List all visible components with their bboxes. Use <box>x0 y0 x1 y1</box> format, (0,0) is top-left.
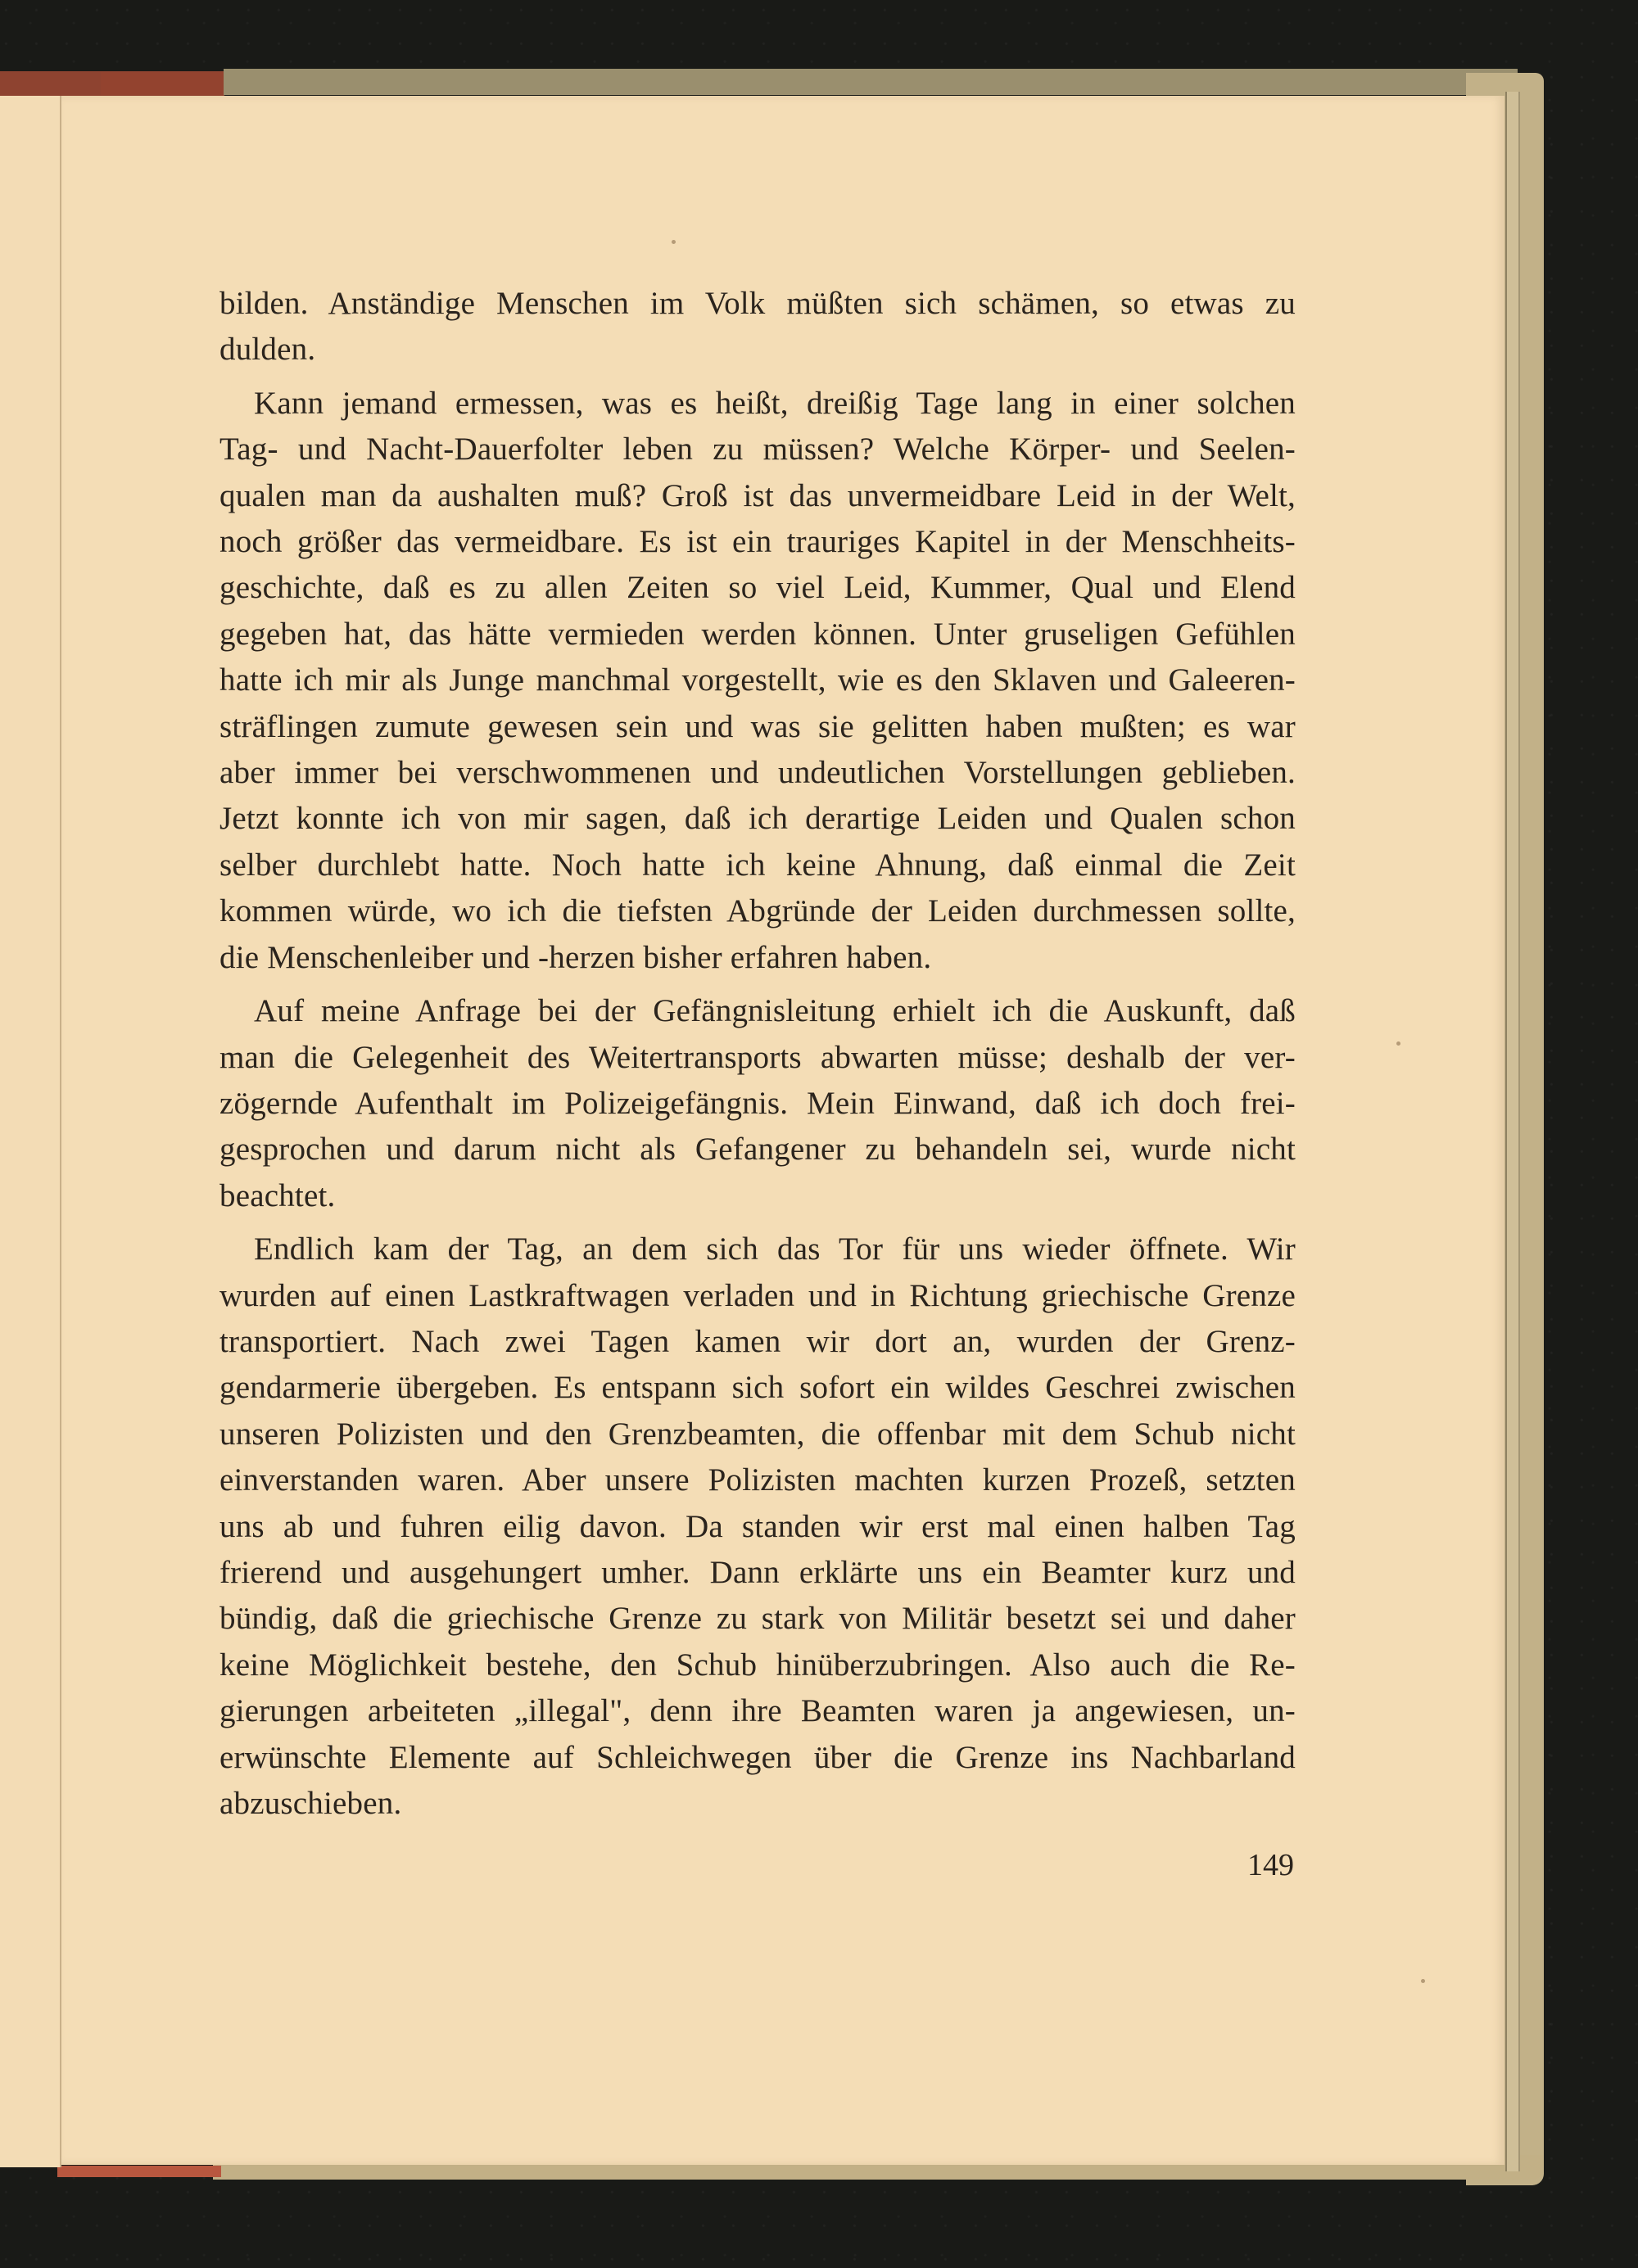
paragraph <box>219 281 1296 373</box>
paragraph <box>219 1227 1296 1827</box>
text-line: geschichte, daß es zu allen Zeiten so viel Leid, Kummer, Qual und Elend <box>219 570 1296 606</box>
text-line: einverstanden waren. Aber unsere Polizisten machten kurzen Prozeß, setzten <box>219 1462 1296 1498</box>
text-line: gendarmerie übergeben. Es entspann sich sofort ein wildes Geschrei zwischen <box>219 1370 1296 1406</box>
text-line: Kann jemand ermessen, was es heißt, dreißig Tage lang in einer solchen <box>254 385 1296 421</box>
cover-board-top-edge <box>224 69 1518 95</box>
binding-cloth-bottom <box>57 2166 221 2177</box>
paper-speck <box>672 240 676 244</box>
text-line: erwünschte Elemente auf Schleichwegen über die Grenze ins Nachbarland <box>219 1739 1296 1775</box>
text-line: kommen würde, wo ich die tiefsten Abgründe der Leiden durchmessen sollte, <box>219 893 1296 929</box>
text-line: noch größer das vermeidbare. Es ist ein trauriges Kapitel in der Menschheits- <box>219 524 1296 560</box>
text-line: gesprochen und darum nicht als Gefangener zu behandeln sei, wurde nicht <box>219 1132 1296 1168</box>
text-line: hatte ich mir als Junge manchmal vorgestellt, wie es den Sklaven und Galeeren- <box>219 662 1296 698</box>
text-line: beachtet. <box>219 1177 336 1213</box>
text-line: zögernde Aufenthalt im Polizeigefängnis. Mein Einwand, daß ich doch frei- <box>219 1085 1296 1121</box>
text-line: frierend und ausgehungert umher. Dann erklärte uns ein Beamter kurz und <box>219 1554 1296 1590</box>
text-line: selber durchlebt hatte. Noch hatte ich keine Ahnung, daß einmal die Zeit <box>219 847 1296 883</box>
text-line: Auf meine Anfrage bei der Gefängnisleitung erhielt ich die Auskunft, daß <box>254 993 1296 1029</box>
text-line: qualen man da aushalten muß? Groß ist das unvermeidbare Leid in der Welt, <box>219 477 1296 513</box>
paragraph <box>219 381 1296 981</box>
body-text <box>219 281 1296 1834</box>
page-number: 149 <box>1247 1848 1294 1882</box>
text-line: gierungen arbeiteten „illegal", denn ihre Beamten waren ja angewiesen, un- <box>219 1693 1296 1729</box>
text-line: bilden. Anständige Menschen im Volk müßten sich schämen, so etwas zu <box>219 286 1296 321</box>
text-line: Jetzt konnte ich von mir sagen, daß ich derartige Leiden und Qualen schon <box>219 801 1296 837</box>
paragraph <box>219 988 1296 1219</box>
text-line: unseren Polizisten und den Grenzbeamten, die offenbar mit dem Schub nicht <box>219 1416 1296 1452</box>
text-line: die Menschenleiber und -herzen bisher erfahren haben. <box>219 939 932 975</box>
page-stack-edge <box>1505 92 1520 2171</box>
text-line: transportiert. Nach zwei Tagen kamen wir dort an, wurden der Grenz- <box>219 1323 1296 1359</box>
text-line: uns ab und fuhren eilig davon. Da standen wir erst mal einen halben Tag <box>219 1508 1296 1544</box>
paper-speck <box>1396 1041 1400 1046</box>
text-line: wurden auf einen Lastkraftwagen verladen und in Richtung griechische Grenze <box>219 1277 1296 1313</box>
text-line: gegeben hat, das hätte vermieden werden können. Unter gruseligen Gefühlen <box>219 616 1296 652</box>
binding-cloth-top-fold <box>101 72 224 95</box>
text-line: aber immer bei verschwommenen und undeutlichen Vorstellungen geblieben. <box>219 755 1296 791</box>
text-line: bündig, daß die griechische Grenze zu stark von Militär besetzt sei und daher <box>219 1601 1296 1637</box>
text-line: man die Gelegenheit des Weitertransports abwarten müsse; deshalb der ver- <box>219 1039 1296 1075</box>
facing-page-edge <box>0 96 61 2167</box>
paper-speck <box>1421 1979 1425 1983</box>
text-line: Endlich kam der Tag, an dem sich das Tor für uns wieder öffnete. Wir <box>254 1231 1296 1267</box>
text-line: dulden. <box>219 332 316 368</box>
text-line: keine Möglichkeit bestehe, den Schub hinüberzubringen. Also auch die Re- <box>219 1647 1296 1683</box>
text-line: Tag- und Nacht-Dauerfolter leben zu müssen? Welche Körper- und Seelen- <box>219 431 1296 468</box>
text-line: sträflingen zumute gewesen sein und was sie gelitten haben mußten; es war <box>219 708 1296 744</box>
text-line: abzuschieben. <box>219 1786 402 1821</box>
